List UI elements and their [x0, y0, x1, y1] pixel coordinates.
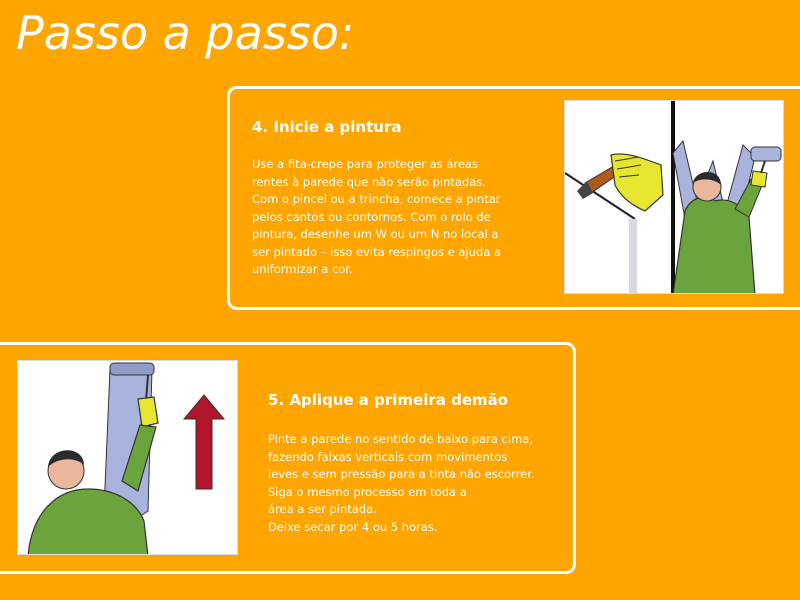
step-5-title: 5. Aplique a primeira demão: [268, 391, 509, 409]
step-5-description: Pinte a parede no sentido de baixo para cima, fazendo faixas verticais com movimentos leves e sem pressão para a tinta não escorrer. Siga o mesmo processo em toda a área a ser pintada. Deixe secar por 4 ou 5 horas.: [268, 432, 535, 534]
step-4-title: 4. Inicie a pintura: [252, 118, 402, 136]
step-4-description: Use a fita-crepe para proteger as áreas rentes à parede que não serão pintadas. Com o pincel ou a trincha, comece a pintar pelos cantos ou contornos. Com o rolo de pintura, desenhe um W ou um N no local a ser pintado – isso evita respingos e ajuda a uniformizar a cor.: [252, 157, 501, 276]
page-title: Passo a passo:: [16, 6, 355, 60]
step-5-illustration: [17, 360, 238, 555]
step-4-illustration: [564, 100, 784, 294]
